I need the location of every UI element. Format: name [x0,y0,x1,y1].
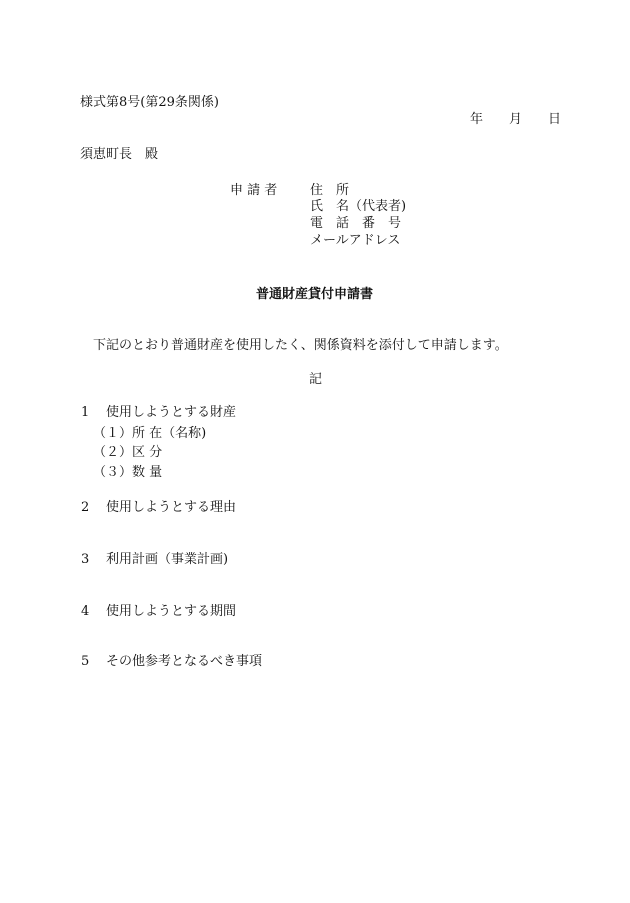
item-1-label: 使用しようとする財産 [106,405,237,420]
date-line: 年 月 日 [470,112,562,127]
applicant-address-label: 住 所 [310,183,350,198]
page-title: 普通財産貸付申請書 [256,287,374,302]
sub-item-location: （１）所 在（名称) [93,426,207,441]
item-2-label: 使用しようとする理由 [106,500,237,515]
form-number: 様式第8号(第29条関係) [80,95,219,110]
item-3-number: 3 [81,552,90,567]
item-4-number: 4 [81,604,90,619]
applicant-label: 申 請 者 [230,183,278,198]
applicant-name-label: 氏 名（代表者) [310,199,407,214]
ki-label: 記 [309,372,323,387]
item-5-label: その他参考となるべき事項 [106,654,263,669]
item-1-number: 1 [81,405,90,420]
item-2-number: 2 [81,500,90,515]
addressee: 須恵町長 殿 [80,147,159,162]
item-5-number: 5 [81,654,90,669]
item-3-label: 利用計画（事業計画) [106,552,229,567]
sub-item-category: （２）区 分 [93,445,163,460]
applicant-email-label: メールアドレス [310,233,401,248]
sub-item-quantity: （３）数 量 [93,465,163,480]
item-4-label: 使用しようとする期間 [106,604,237,619]
body-text: 下記のとおり普通財産を使用したく、関係資料を添付して申請します。 [93,338,508,353]
applicant-phone-label: 電 話 番 号 [310,216,402,231]
